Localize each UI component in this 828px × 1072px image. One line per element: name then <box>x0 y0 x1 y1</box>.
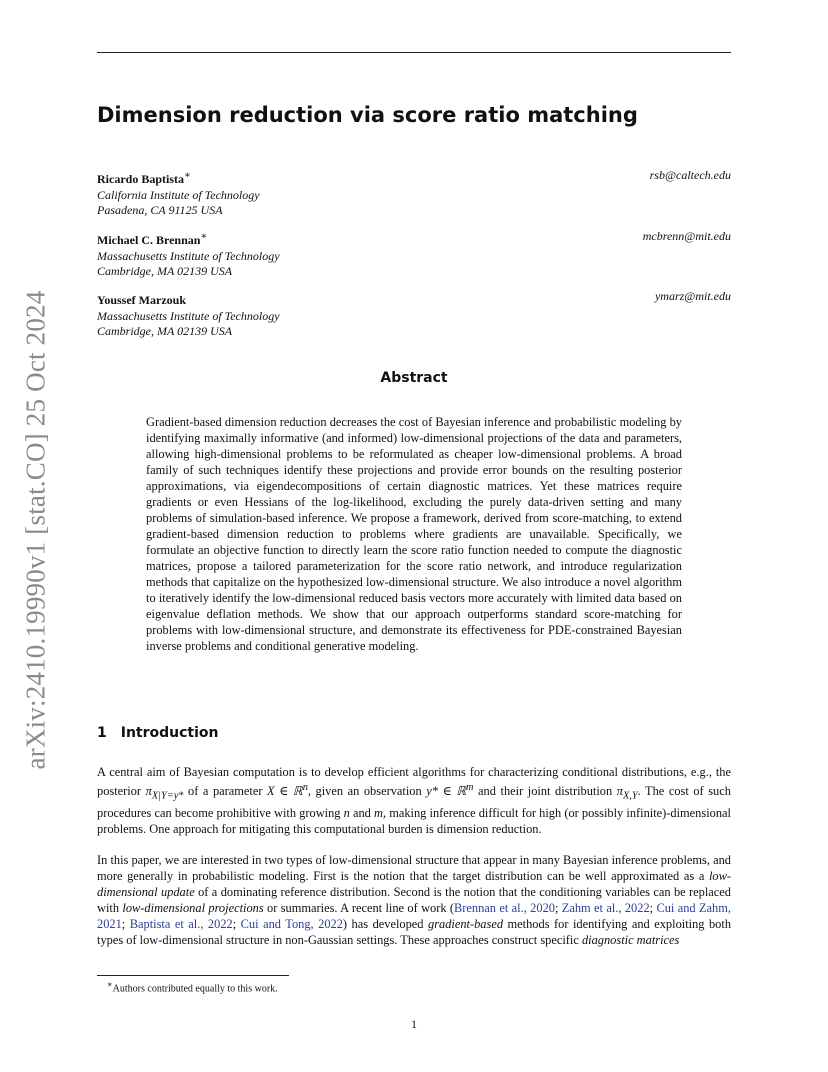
author-affiliation: California Institute of Technology <box>97 187 260 202</box>
author-name: Youssef Marzouk <box>97 293 186 307</box>
math-symbol: y* ∈ ℝ <box>426 784 467 799</box>
citation-link[interactable]: Baptista et al., 2022 <box>129 917 233 931</box>
section-heading <box>97 725 219 741</box>
footnote-text: Authors contributed equally to this work. <box>112 983 278 995</box>
section-number: 1 <box>97 725 107 741</box>
emphasis: low-dimensional update <box>97 869 731 899</box>
emphasis: gradient-based <box>428 917 504 931</box>
text-run: , given an observation <box>307 784 427 799</box>
intro-paragraph-1 <box>97 764 731 837</box>
math-superscript: m <box>466 782 474 793</box>
text-run: , making inference difficult for high (or possibly infinite)-dimensional problems. One approach for mitigating this computational burden is dimension reduction. <box>97 805 731 836</box>
text-run: A central aim of Bayesian computation is to develop efficient algorithms for characterizing conditional distributions, e.g., the posterior <box>97 765 731 799</box>
text-run: and their joint distribution <box>473 784 617 799</box>
citation-link[interactable]: Cui and Tong, 2022 <box>240 917 343 931</box>
math-symbol: n <box>343 805 350 820</box>
header-rule <box>97 52 731 53</box>
abstract-heading: Abstract <box>380 370 448 386</box>
author-address: Cambridge, MA 02139 USA <box>97 264 233 278</box>
text-run: ; <box>232 917 241 931</box>
math-symbol: m <box>374 805 383 820</box>
author-affiliation: Massachusetts Institute of Technology <box>97 248 280 263</box>
author-block <box>97 229 731 280</box>
math-subscript: X,Y <box>622 790 638 802</box>
text-run: . The cost of such procedures can become prohibitive with growing <box>97 784 731 820</box>
equal-contribution-mark: ∗ <box>200 231 208 242</box>
math-posterior <box>145 784 184 802</box>
math-symbol: π <box>616 784 623 799</box>
text-run: ) has developed <box>342 917 428 931</box>
math-symbol: π <box>145 784 152 799</box>
text-run: ; <box>554 901 562 915</box>
text-run: or summaries. A recent line of work ( <box>263 901 455 915</box>
paper-title: Dimension reduction via score ratio matching <box>97 103 638 127</box>
math-parameter-space <box>267 784 308 798</box>
page-number: 1 <box>411 1017 417 1031</box>
math-joint <box>616 784 638 802</box>
footnote-mark: ∗ <box>107 980 113 989</box>
section-title: Introduction <box>120 725 219 741</box>
text-run: ; <box>121 917 130 931</box>
intro-paragraph-2 <box>97 852 731 948</box>
math-symbol: X ∈ ℝ <box>267 784 303 799</box>
author-email[interactable]: rsb@caltech.edu <box>649 168 731 182</box>
text-run: ; <box>649 901 657 915</box>
author-name: Ricardo Baptista <box>97 172 184 186</box>
text-run: of a parameter <box>183 784 268 799</box>
author-address: Pasadena, CA 91125 USA <box>97 203 223 217</box>
text-run: of a dominating reference distribution. Second is the notion that the conditioning variables can be replaced with <box>97 885 731 915</box>
author-affiliation: Massachusetts Institute of Technology <box>97 308 280 323</box>
abstract-text: Gradient-based dimension reduction decreases the cost of Bayesian inference and probabilistic modeling by identifying maximally informative (and informed) low-dimensional projections of the data and parameters, allowing high-dimensional problems to be reformulated as cheaper low-dimensional problems. A broad family of such techniques identify these projections and provide error bounds on the resulting posterior approximations, via eigendecompositions of certain diagnostic matrices. Yet these matrices require gradients or even Hessians of the log-likelihood, excluding the purely data-driven setting and many problems of simulation-based inference. We propose a framework, derived from score-matching, to extend gradient-based dimension reduction to problems where gradients are unavailable. Specifically, we formulate an objective function to directly learn the score ratio function needed to compute the diagnostic matrices, propose a tailored parameterization for the score ratio network, and introduce regularization methods that capitalize on the hypothesized low-dimensional structure. We also introduce a novel algorithm to iteratively identify the low-dimensional reduced basis vectors more accurately with limited data based on eigenvalue deflation methods. We show that our approach outperforms standard score-matching for problems with low-dimensional structure, and demonstrate its effectiveness for PDE-constrained Bayesian inverse problems and conditional generative modeling. <box>146 415 682 653</box>
author-address: Cambridge, MA 02139 USA <box>97 324 233 338</box>
emphasis: low-dimensional projections <box>122 901 264 915</box>
citation-link[interactable]: Cui and Zahm, 2021 <box>97 901 731 931</box>
citation-link[interactable]: Zahm et al., 2022 <box>561 901 650 915</box>
text-run: and <box>349 805 375 820</box>
author-name: Michael C. Brennan <box>97 233 201 247</box>
text-run: methods for identifying and exploiting both types of low-dimensional structure in non-Gaussian settings. These approaches construct specific <box>97 917 732 947</box>
author-block <box>97 289 731 340</box>
author-email[interactable]: ymarz@mit.edu <box>654 289 731 303</box>
author-email[interactable]: mcbrenn@mit.edu <box>642 229 731 243</box>
text-run: In this paper, we are interested in two types of low-dimensional structure that appear in many Bayesian inference problems, and more generally in probabilistic modeling. First is the notion that the target distribution can be well approximated as a <box>97 853 731 883</box>
math-observation-space <box>426 784 473 798</box>
math-superscript: n <box>302 782 308 793</box>
arxiv-identifier[interactable]: arXiv:2410.19990v1 [stat.CO] 25 Oct 2024 <box>20 290 51 770</box>
author-block <box>97 168 731 219</box>
footnote <box>107 979 278 994</box>
equal-contribution-mark: ∗ <box>184 170 191 181</box>
math-subscript: X|Y=y* <box>151 790 184 802</box>
footnote-rule <box>97 975 289 976</box>
citation-link[interactable]: Brennan et al., 2020 <box>454 901 555 915</box>
emphasis: diagnostic matrices <box>581 933 680 947</box>
